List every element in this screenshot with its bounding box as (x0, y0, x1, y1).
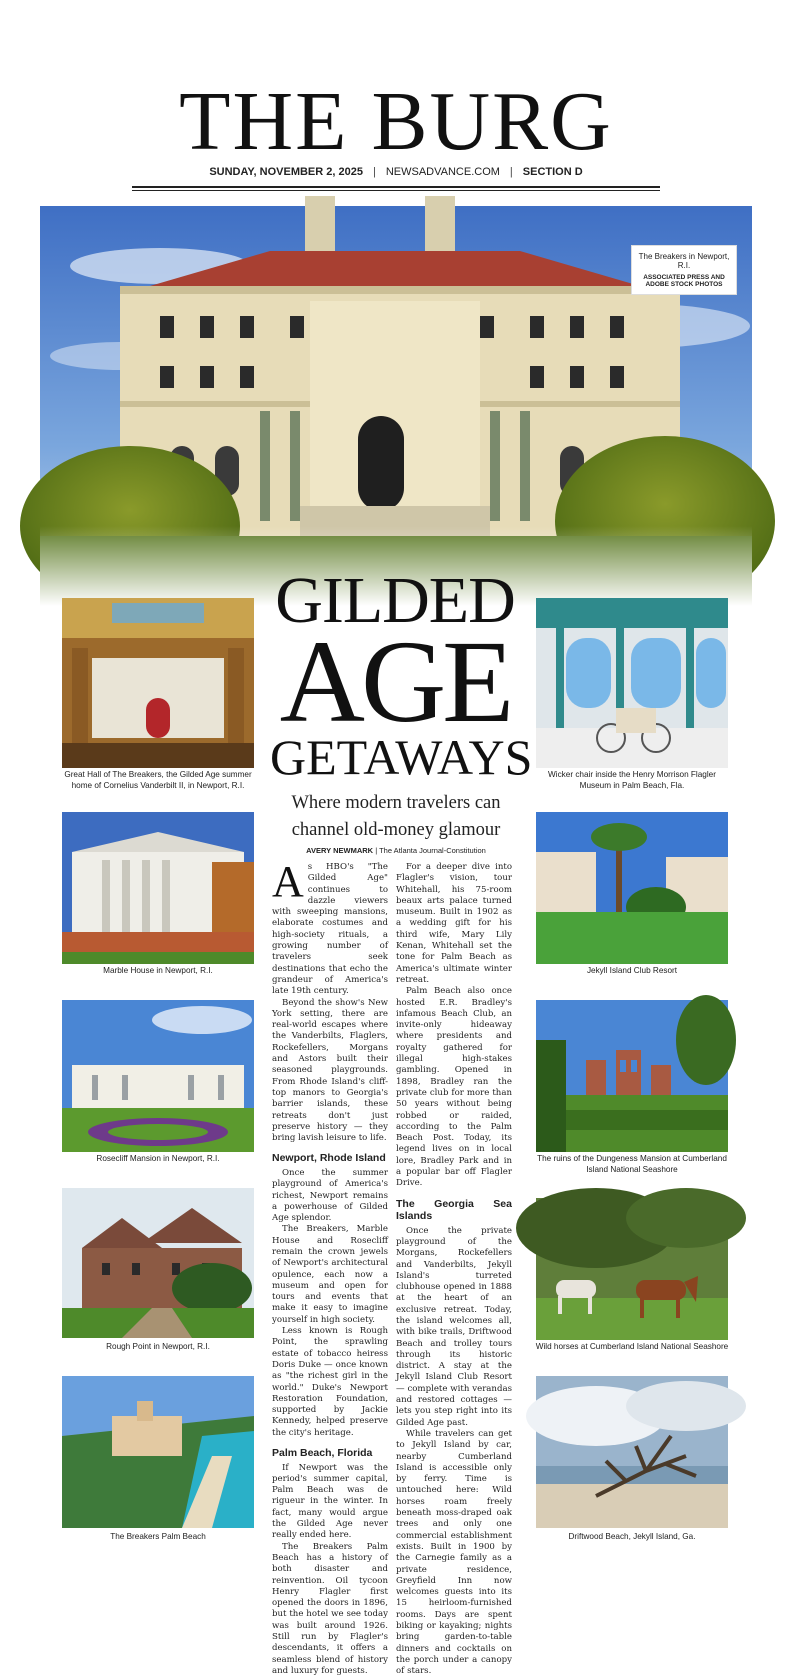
photo-dungeness-ruins (536, 1000, 728, 1152)
caption-marble-house: Marble House in Newport, R.I. (103, 966, 213, 975)
byline: AVERY NEWMARK | The Atlanta Journal-Constitution (306, 846, 486, 855)
drop-cap: A (272, 857, 304, 906)
photo-great-hall (62, 598, 254, 768)
caption-jekyll-island-club: Jekyll Island Club Resort (586, 966, 678, 975)
section-label: SECTION D (522, 166, 583, 178)
article-paragraph: Once the summer playground of America's richest, Newport remains a powerhouse of Gilded Age splendor. (272, 1167, 388, 1224)
article-paragraph: Palm Beach also once hosted E.R. Bradley's infamous Beach Club, an invite-only hideaway where presidents and royalty gathered for illegal high-stakes gambling. Opened in 1898, Bradley ran the private club for more than 50 years without being robbed or raided, according to the Palm Beach Post. Today, its legend lives on in local lore, Bradley Park and in a popular bar off Flagler Drive. (396, 986, 512, 1189)
photo-rosecliff (62, 1000, 254, 1152)
photo-breakers-palm-beach (62, 1376, 254, 1528)
byline-author: AVERY NEWMARK (306, 846, 374, 855)
caption-dungeness-ruins: The ruins of the Dungeness Mansion at Cumberland Island National Seashore (537, 1154, 727, 1174)
article-column-1 (272, 857, 388, 1676)
issue-date: SUNDAY, NOVEMBER 2, 2025 (209, 166, 363, 178)
article-paragraph: Less known is Rough Point, the sprawling estate of tobacco heiress Doris Duke — once known as "the richest girl in the world." Duke's Newport Restoration Foundation, supported by Jackie Kennedy, helped preserve the city's heritage. (272, 1326, 388, 1438)
masthead-title: THE BURG (179, 75, 613, 168)
article-paragraph: The Breakers Palm Beach has a history of both disaster and reinvention. Oil tycoon Henry Flagler first opened the doors in 1896, but the hotel we see today was built around 1926. Still run by Flagler's descendants, it offers a seamless blend of history and luxury for guests. (272, 1541, 388, 1676)
article-paragraph: The Breakers, Marble House and Rosecliff remain the crown jewels of Newport's architectural opulence, each now a museum and open for tours and events that make it easy to imagine yourself in high society. (272, 1224, 388, 1325)
masthead-rule-thin (132, 190, 660, 191)
article-intro: s HBO's "The Gilded Age" continues to dazzle viewers with sweeping mansions, elaborate costumes and high-society rituals, a growing number of travelers seek destinations that echo the grandeur of America's late 19th century. (272, 862, 388, 997)
masthead-rule (132, 186, 660, 188)
article-paragraph: Once the private playground of the Morgans, Rockefellers and Vanderbilts, Jekyll Island's turreted clubhouse opened in 1888 at the heart of an exclusive retreat. Today, the island welcomes all, with bike trails, Driftwood Beach and trolley tours through its historic district. A stay at the Jekyll Island Club Resort — complete with verandas and restored cottages — lets you step right into its Gilded Age past. (396, 1225, 512, 1428)
section-heading-newport: Newport, Rhode Island (272, 1152, 386, 1165)
subheadline: Where modern travelers can channel old-money glamour (291, 793, 501, 840)
section-heading-palm-beach: Palm Beach, Florida (272, 1447, 373, 1460)
photo-credit: ASSOCIATED PRESS AND ADOBE STOCK PHOTOS (643, 274, 725, 288)
caption-wild-horses: Wild horses at Cumberland Island National Seashore (535, 1342, 729, 1351)
hero-caption (632, 246, 736, 294)
caption-rough-point: Rough Point in Newport, R.I. (106, 1342, 210, 1351)
site-link[interactable]: NEWSADVANCE.COM (385, 166, 500, 178)
article-paragraph: For a deeper dive into Flagler's vision, tour Whitehall, his 75-room beaux arts palace turned museum. Built in 1902 as a wedding gift for his third wife, Mary Lily Kenan, Whitehall set the tone for Palm Beach as America's ultimate winter retreat. (396, 862, 512, 985)
article-column-2 (396, 862, 512, 1677)
article-paragraph: Beyond the show's New York setting, there are real-world escapes where the Vanderbilts, Flaglers, Rockefellers, Morgans and Astors built their seasoned playgrounds. From Rhode Island's cliff-top manors to Georgia's barrier islands, these retreats don't just preserve history — they bring lavish leisure to life. (272, 997, 388, 1144)
headline (270, 564, 533, 785)
photo-jekyll-island-club (536, 812, 728, 964)
caption-wicker-chair: Wicker chair inside the Henry Morrison Flagler Museum in Palm Beach, Fla. (548, 770, 716, 790)
photo-driftwood-beach (536, 1376, 728, 1528)
headline-line-2: AGE (279, 616, 511, 747)
byline-outlet: The Atlanta Journal-Constitution (379, 846, 486, 855)
article-paragraph: While travelers can get to Jekyll Island by car, nearby Cumberland Island is accessible only by ferry. Time is untouched here: Wild horses roam freely beneath moss-draped oak trees and only one commercial establishment exists. Built in 1900 by the Carnegie family as a private residence, Greyfield Inn now welcomes guests into its 15 heirloom-furnished rooms. Days are spent biking or kayaking; nights bring garden-to-table dinners and cocktails on the porch under a canopy of stars. (396, 1428, 512, 1677)
caption-driftwood-beach: Driftwood Beach, Jekyll Island, Ga. (568, 1532, 696, 1541)
dateline: SUNDAY, NOVEMBER 2, 2025 | NEWSADVANCE.COM | SECTION D (209, 166, 583, 178)
headline-line-1: GILDED (275, 564, 515, 637)
hero-caption-text: The Breakers in Newport, R.I. (638, 252, 730, 270)
photo-marble-house (62, 812, 254, 964)
photo-wicker-chair (536, 598, 728, 768)
caption-great-hall: Great Hall of The Breakers, the Gilded Age summer home of Cornelius Vanderbilt II, in Newport, R.I. (64, 770, 252, 790)
photo-rough-point (62, 1188, 254, 1338)
photo-wild-horses (536, 1198, 728, 1340)
headline-line-3: GETAWAYS (270, 729, 533, 785)
section-heading-georgia: The Georgia Sea Islands (396, 1197, 512, 1223)
article-paragraph: If Newport was the period's summer capital, Palm Beach was de rigueur in the winter. In fact, many would argue the Gilded Age never really ended here. (272, 1462, 388, 1541)
caption-rosecliff: Rosecliff Mansion in Newport, R.I. (96, 1154, 220, 1163)
caption-breakers-palm-beach: The Breakers Palm Beach (110, 1532, 206, 1541)
